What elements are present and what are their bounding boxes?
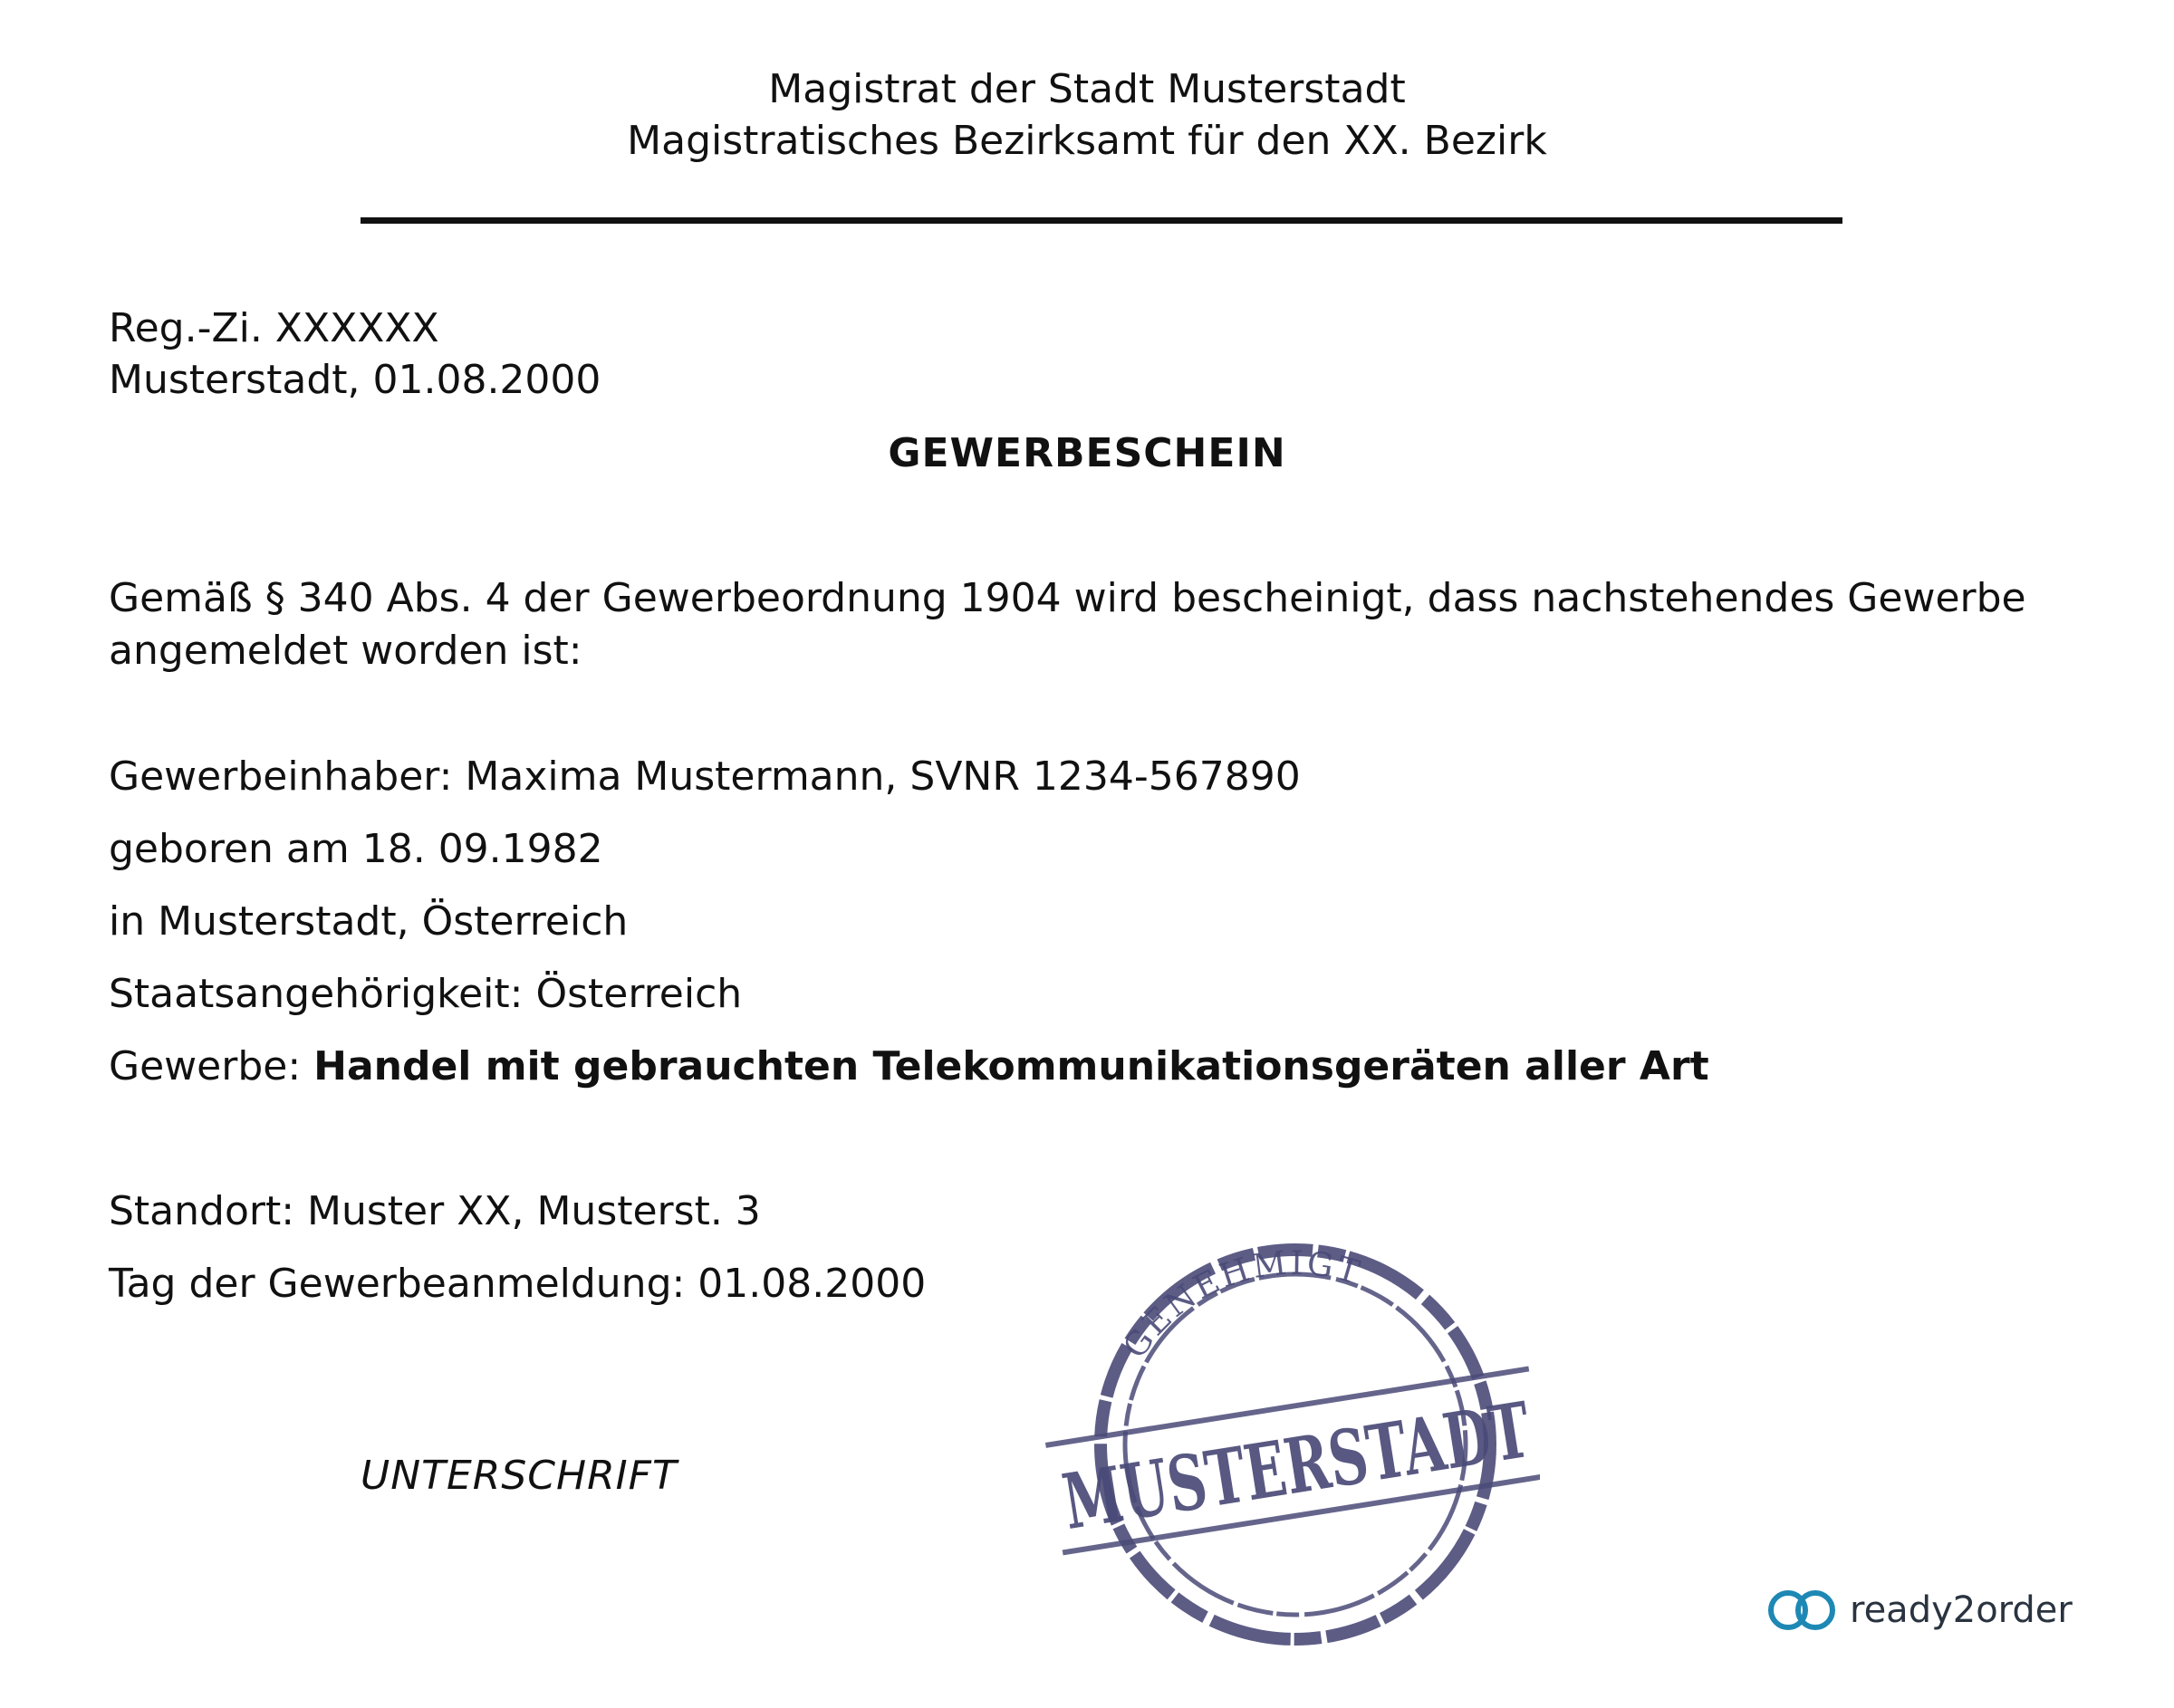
brand-logo: [1766, 1585, 2073, 1636]
header-authority: Magistrat der Stadt Musterstadt: [768, 66, 1406, 112]
signature-label: UNTERSCHRIFT: [361, 1453, 678, 1499]
linked-rings-icon: [1766, 1585, 1837, 1636]
trade-label: Gewerbe:: [109, 1043, 314, 1089]
document-title: GEWERBESCHEIN: [888, 430, 1286, 476]
birth-date-line: geboren am 18. 09.1982: [109, 826, 603, 872]
citizenship-line: Staatsangehörigkeit: Österreich: [109, 971, 743, 1017]
registration-day-line: Tag der Gewerbeanmeldung: 01.08.2000: [109, 1261, 927, 1307]
stamp-graphic: [1042, 1236, 1540, 1653]
stamp-main-text: MUSTERSTADT: [1056, 1353, 1540, 1547]
location-line: Standort: Muster XX, Musterst. 3: [109, 1188, 761, 1234]
birth-place-line: in Musterstadt, Österreich: [109, 898, 629, 945]
place-and-date: Musterstadt, 01.08.2000: [109, 357, 601, 403]
owner-line: Gewerbeinhaber: Maxima Mustermann, SVNR 1234-567890: [109, 753, 1301, 800]
trade-line: [109, 1043, 1709, 1089]
header-district-office: Magistratisches Bezirksamt für den XX. Bezirk: [627, 118, 1547, 164]
official-stamp: [1042, 1236, 1540, 1656]
document-header: [0, 63, 2174, 167]
header-divider: [361, 217, 1842, 224]
intro-paragraph: Gemäß § 340 Abs. 4 der Gewerbeordnung 1904 wird bescheinigt, dass nachstehendes Gewerbe angemeldet worden ist:: [109, 575, 2026, 674]
brand-logo-text: ready2order: [1850, 1589, 2073, 1631]
trade-value: Handel mit gebrauchten Telekommunikationsgeräten aller Art: [313, 1043, 1709, 1089]
registration-number: Reg.-Zi. XXXXXX: [109, 305, 439, 351]
stamp-top-text: GENEHMIGT: [1116, 1244, 1366, 1366]
